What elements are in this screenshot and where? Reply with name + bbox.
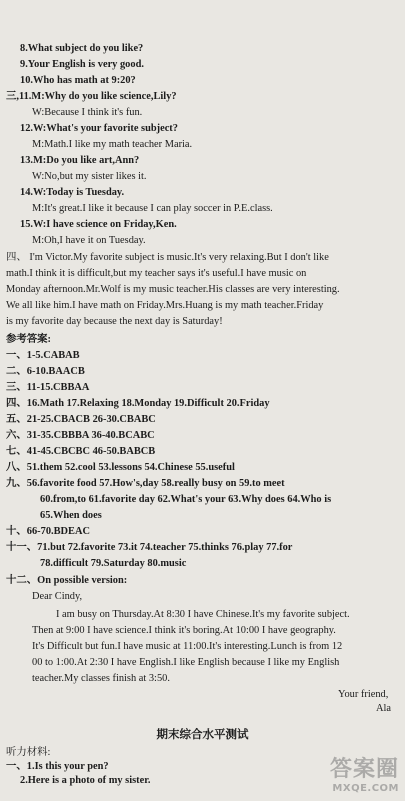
script-line: 三,11.M:Why do you like science,Lily? (6, 91, 177, 102)
answer-line: 六、31-35.CBBBA 36-40.BCABC (6, 430, 155, 441)
answer-line: 十一、71.but 72.favorite 73.it 74.teacher 75.thinks 76.play 77.for (6, 542, 293, 553)
letter-line: Then at 9:00 I have science.I think it's boring.At 10:00 I have geography. (32, 625, 336, 636)
letter-line: 00 to 1:00.At 2:30 I have English.I like English because I like my English (32, 657, 340, 668)
passage-line: Monday afternoon.Mr.Wolf is my music teacher.His classes are very interesting. (6, 284, 340, 295)
script-line: M:Oh,I have it on Tuesday. (32, 235, 146, 246)
answer-line: 七、41-45.CBCBC 46-50.BABCB (6, 446, 156, 457)
answer-line: 九、56.favorite food 57.How's,day 58.really busy on 59.to meet (6, 478, 285, 489)
watermark-logo (330, 752, 399, 794)
answer-line: 十、66-70.BDEAC (6, 526, 90, 537)
answer-line: 十二、On possible version: (6, 575, 128, 586)
script-line: W:Because I think it's fun. (32, 107, 143, 118)
letter-greeting: Dear Cindy, (32, 591, 83, 602)
passage-line: is my favorite day because the next day is Saturday! (6, 316, 223, 327)
answer-line: 60.from,to 61.favorite day 62.What's your 63.Why does 64.Who is (40, 494, 332, 505)
answer-line: 一、1-5.CABAB (6, 350, 80, 361)
script-line: 12.W:What's your favorite subject? (20, 123, 178, 134)
answers-heading: 参考答案: (6, 334, 52, 345)
script-line: M:Math.I like my math teacher Maria. (32, 139, 193, 150)
answer-line: 四、16.Math 17.Relaxing 18.Monday 19.Difficult 20.Friday (6, 398, 270, 409)
letter-line: I am busy on Thursday.At 8:30 I have Chinese.It's my favorite subject. (56, 609, 350, 620)
letter-signature: Ala (376, 703, 392, 714)
answer-line: 二、6-10.BAACB (6, 366, 85, 377)
script-line: 9.Your English is very good. (20, 59, 144, 70)
answer-line: 五、21-25.CBACB 26-30.CBABC (6, 414, 156, 425)
letter-closing: Your friend, (338, 689, 389, 700)
letter-line: It's Difficult but fun.I have music at 11:00.It's interesting.Lunch is from 12 (32, 641, 343, 652)
letter-line: teacher.My classes finish at 3:50. (32, 673, 170, 684)
answer-line: 八、51.them 52.cool 53.lessons 54.Chinese 55.useful (6, 462, 235, 473)
listening2-line: 一、1.Is this your pen? (6, 761, 109, 772)
script-line: 14.W:Today is Tuesday. (20, 187, 125, 198)
passage-line: We all like him.I have math on Friday.Mrs.Huang is my math teacher.Friday (6, 300, 324, 311)
script-line: 10.Who has math at 9:20? (20, 75, 136, 86)
answer-line: 78.difficult 79.Saturday 80.music (40, 558, 187, 569)
watermark-text: 答案圈 (329, 757, 399, 782)
passage-line: math.I think it is difficult,but my teacher says it's useful.I have music on (6, 268, 307, 279)
script-line: 13.M:Do you like art,Ann? (20, 155, 140, 166)
script-line: 8.What subject do you like? (20, 43, 144, 54)
answer-line: 三、11-15.CBBAA (6, 382, 90, 393)
section-title: 期末综合水平测试 (156, 727, 249, 741)
script-line: W:No,but my sister likes it. (32, 171, 147, 182)
listening-heading: 听力材料: (6, 747, 51, 758)
answer-line: 65.When does (40, 510, 102, 521)
script-line: 15.W:I have science on Friday,Ken. (20, 219, 177, 230)
passage-line: 四、 I'm Victor.My favorite subject is music.It's very relaxing.But I don't like (6, 252, 329, 263)
watermark-url: MXQE.COM (332, 783, 399, 794)
script-line: M:It's great.I like it because I can play soccer in P.E.class. (32, 203, 273, 214)
listening2-line: 2.Here is a photo of my sister. (20, 775, 151, 786)
